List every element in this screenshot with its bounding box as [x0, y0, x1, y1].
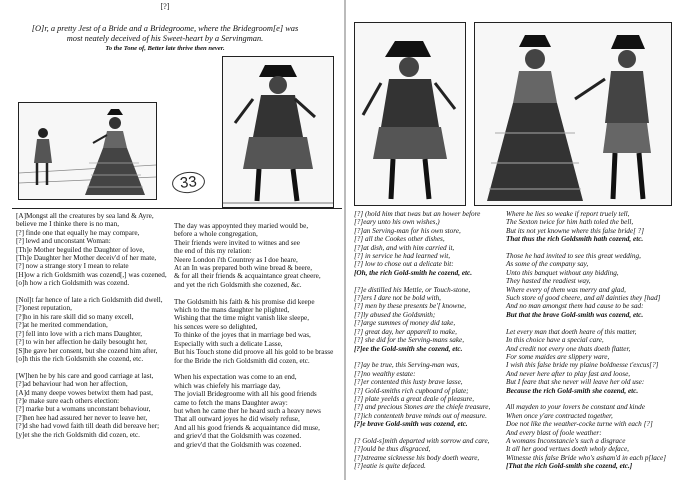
- verse-line: [Th]e Daughter her Mother deceiv'd of her mate,: [16, 254, 157, 263]
- verse-line: At an In was prepared both wine bread & beere,: [174, 264, 313, 273]
- verse-line: [?] fell into love with a rich mans Daughter,: [16, 329, 143, 338]
- verse-line: I wish this false bride my plaine boldnesse t'excus[?]: [506, 361, 659, 370]
- verse-line: As some of the company say,: [506, 260, 589, 269]
- verse-line: [Th]e Mother beguiled the Daughter of love,: [16, 245, 145, 254]
- verse-column-3: [354, 210, 512, 471]
- verse-line: but when he came ther he heard such a heavy news: [174, 406, 321, 415]
- tune-line: To the Tone of, Better late thrive then never.: [105, 45, 225, 52]
- verse-line: Wishing that the time might vanish like sleepe,: [174, 314, 310, 323]
- verse-line: [?] lewd and unconstant Woman:: [16, 237, 111, 246]
- verse-line: [506, 395, 674, 403]
- verse-line: which to the mans daughter he plighted,: [174, 306, 290, 315]
- verse-line: & for all their friends & acquaintance great cheere,: [174, 272, 321, 281]
- verse-line: [?]no wealthy estate:: [354, 369, 416, 378]
- verse-line: Where he lies so weake if report truely tell,: [506, 210, 630, 218]
- verse-line: And every blast of foole weather:: [506, 428, 602, 437]
- verse-line: [?]eary unto his own wishes,): [354, 218, 440, 227]
- verse-line: [?] to win her affection he daily besought her,: [16, 338, 148, 347]
- verse-line: To thinke of the joyes that in marriage bed was,: [174, 331, 311, 340]
- verse-refrain: [That the rich Gold-smith she cozend, etc.]: [506, 462, 633, 471]
- divider-left: [12, 208, 342, 209]
- verse-refrain: [?]e brave Gold-smith was cozend, etc.: [354, 420, 468, 429]
- page-marker: [?]: [160, 2, 170, 11]
- verse-line: believe me I thinke there is no man,: [16, 220, 119, 229]
- verse-line: his sences were so delighted,: [174, 322, 258, 331]
- verse-line: Where every of them was merry and glad,: [506, 285, 626, 294]
- verse-line: and griev'd that the Goldsmith was cozened.: [174, 432, 302, 441]
- verse-line: [?] great day, her apparell to make,: [354, 327, 457, 336]
- ballad-title-line1: [O]r, a pretty Jest of a Bride and a Bridegroome, where the Bridegroom[e] was: [31, 24, 299, 33]
- ballad-title-line2: most neately deceived of his Sweet-heart by a Servingman.: [66, 34, 264, 43]
- verse-line: [? Gold-s]mith departed with sorrow and care,: [354, 436, 490, 445]
- verse-line: [?]ich contenteth brave minds out of measure.: [354, 411, 487, 420]
- verse-line: [A]d many deepe vowes betwixt them had past,: [16, 388, 153, 397]
- verse-line: Let every man that doeth heare of this matter,: [506, 327, 637, 336]
- verse-line: [?] men by these presents be'[ knowne,: [354, 302, 467, 311]
- verse-line: [?]ho in his rare skill did so many excell,: [16, 312, 134, 321]
- verse-line: [?]ay be true, this Serving-man was,: [354, 361, 460, 370]
- verse-line: [?] marke but a womans unconstant behaviour,: [16, 405, 151, 414]
- verse-line: Witnesse this false Bride who's asham'd in each p[lace]: [506, 453, 666, 462]
- verse-line: [?] finde one that equally he may compare,: [16, 228, 140, 237]
- verse-line: [16, 288, 181, 296]
- verse-line: [o]h how a rich Goldsmith was cozend.: [16, 279, 130, 288]
- verse-line: [?] she did for the Serving-mans sake,: [354, 336, 464, 345]
- verse-refrain: [?]ee the Gold-smith she cozend, etc.: [354, 344, 463, 353]
- verse-line: [?] (hold him that twas but an hower before: [354, 210, 481, 218]
- verse-line: [?]xtreame sicknesse his body doeth weare,: [354, 453, 480, 462]
- verse-line: [?]eatie is quite defaced.: [354, 462, 426, 471]
- verse-line: Especially with such a delicate Lasse,: [174, 339, 283, 348]
- verse-line: [H]ow a rich Goldsmith was cozend[,] was cozened,: [16, 270, 167, 279]
- verse-refrain: But that the brave Gold-smith was cozend, etc.: [506, 310, 644, 319]
- verse-line: [?]at dish, and with him carried it,: [354, 243, 455, 252]
- woodcut-servingman: [354, 22, 466, 206]
- verse-line: [?]d she had vowd faith till death did bereave her;: [16, 422, 160, 431]
- verse-column-2: [174, 222, 339, 449]
- verse-line: [?] and precious Stones are the chiefe treasure,: [354, 403, 491, 412]
- verse-line: And credit not every one thats doeth flatter,: [506, 344, 631, 353]
- woodcut-lady-and-suitor: [474, 22, 672, 206]
- verse-line: [A]Mongst all the creatures by sea land & Ayre,: [16, 212, 154, 220]
- verse-refrain: Because the rich Gold-smith she cozend, etc.: [506, 386, 639, 395]
- verse-line: [?] Gold-smiths rich cupboard of plate;: [354, 386, 469, 395]
- verse-line: In this choice have a special care,: [506, 336, 604, 345]
- verse-column-1: [16, 212, 181, 439]
- verse-line: Unto this banquet without any bidding,: [506, 268, 619, 277]
- verse-line: [354, 277, 512, 285]
- verse-line: [W]hen he by his care and good carriage at last,: [16, 371, 154, 380]
- woodcut-gentleman: [222, 56, 334, 208]
- verse-line: The Goldsmith his faith & his promise did keepe: [174, 297, 315, 306]
- number-stamp-left: 33: [171, 170, 206, 194]
- verse-refrain: [Oh, the rich Gold-smith he cozend, etc.: [354, 268, 472, 277]
- verse-line: Such store of good cheere, and all dainties they [had]: [506, 294, 661, 303]
- verse-line: But its not yet knowne where this false bride[ ?]: [506, 226, 645, 235]
- verse-line: When once y'are contracted together,: [506, 411, 613, 420]
- verse-line: Those he had invited to see this great wedding,: [506, 252, 641, 261]
- verse-line: But his Touch stone did proove all his gold to be brasse: [174, 348, 334, 357]
- verse-line: [?]ly abused the Goldsmith;: [354, 310, 436, 319]
- verse-line: [?] plate yeelds a great deale of pleasure,: [354, 394, 475, 403]
- verse-line: and griev'd that the Goldsmith was cozened.: [174, 440, 302, 449]
- verse-line: They hasted the readiest way,: [506, 277, 591, 286]
- verse-line: [?]ould be thus disgraced,: [354, 445, 431, 454]
- verse-line: [o]h this the rich Goldsmith she cozend, etc.: [16, 354, 144, 363]
- verse-line: When his expectation was come to an end,: [174, 373, 297, 382]
- verse-line: [?]at he merited commendation,: [16, 321, 108, 330]
- verse-line: [354, 353, 512, 361]
- verse-line: [?]hen hee had assured her never to leave her,: [16, 413, 148, 422]
- verse-line: [y]et she the rich Goldsmith did cozen, etc.: [16, 430, 140, 439]
- verse-line: [?]arge summes of money did take,: [354, 319, 456, 328]
- verse-line: Their friends were invited to witnes and see: [174, 238, 300, 247]
- verse-refrain: That thus the rich Goldsmith hath cozend, etc.: [506, 235, 644, 244]
- verse-line: [?] in service he had learned wit,: [354, 252, 451, 261]
- page-gutter: [344, 0, 346, 480]
- verse-line: And all his good friends & acquaintance did muse,: [174, 423, 320, 432]
- verse-line: [354, 429, 512, 437]
- verse-column-4: [506, 210, 674, 471]
- verse-line: [506, 319, 674, 327]
- verse-line: [?]an Serving-man for his own store,: [354, 226, 461, 235]
- verse-line: And never here after to play fast and loose,: [506, 369, 631, 378]
- verse-line: and yet the rich Goldsmith she cozened, &c.: [174, 280, 302, 289]
- verse-line: [?] low to chose out a delicate bit:: [354, 260, 454, 269]
- verse-line: [?]onest reputation,: [16, 304, 72, 313]
- verse-line: [?]ers I dare not be bold with,: [354, 294, 441, 303]
- verse-line: [16, 363, 181, 371]
- woodcut-couple-left: [18, 102, 157, 200]
- verse-line: [?]ad behaviour had won her affection,: [16, 380, 128, 389]
- verse-line: [174, 289, 339, 297]
- verse-line: [?] all the Cookes other dishes,: [354, 235, 445, 244]
- verse-line: [S]he gave her consent, but she cozend him after,: [16, 346, 158, 355]
- verse-line: It all her good vertues doeth wholy deface,: [506, 445, 629, 454]
- verse-line: [174, 365, 339, 373]
- verse-line: for the Bride the rich Goldsmith did cozen, etc.: [174, 356, 310, 365]
- verse-line: All mayden to your lovers be constant and kinde: [506, 403, 645, 412]
- verse-line: [?] now a strange story I mean to relate: [16, 262, 129, 271]
- verse-line: That all outward joyes he did wisely refuse,: [174, 415, 300, 424]
- verse-line: which was chiefely his marriage day,: [174, 381, 281, 390]
- verse-line: [?]e make sure each others election:: [16, 396, 120, 405]
- verse-line: And no man amongst them had cause to be sad:: [506, 302, 644, 311]
- verse-line: [?]e distilled his Mettle, or Touch-stone,: [354, 285, 471, 294]
- verse-line: The Sexton twice for him hath toled the bell,: [506, 218, 634, 227]
- verse-line: [?]er contented this lusty brave lasse,: [354, 378, 463, 387]
- verse-line: [506, 244, 674, 252]
- verse-line: A womans Inconstancie's such a disgrace: [506, 436, 626, 445]
- verse-line: Doe not like the weather-cocke turne with each [?]: [506, 420, 653, 429]
- verse-line: For some maides are slippery ware,: [506, 352, 610, 361]
- verse-line: The joviall Bridegroome with all his good friends: [174, 390, 317, 399]
- verse-line: But I feare that she never will leave her old use:: [506, 378, 645, 387]
- verse-line: Neere London i'th Countrey as I doe heare,: [174, 255, 298, 264]
- verse-line: The day was appoynted they maried would be,: [174, 222, 309, 230]
- verse-line: before a whole congregation,: [174, 230, 258, 239]
- verse-line: [Nol]t far hence of late a rich Goldsmith did dwell,: [16, 296, 163, 305]
- verse-line: the end of this my relation:: [174, 247, 252, 256]
- verse-line: came to fetch the mans Daughter away:: [174, 398, 288, 407]
